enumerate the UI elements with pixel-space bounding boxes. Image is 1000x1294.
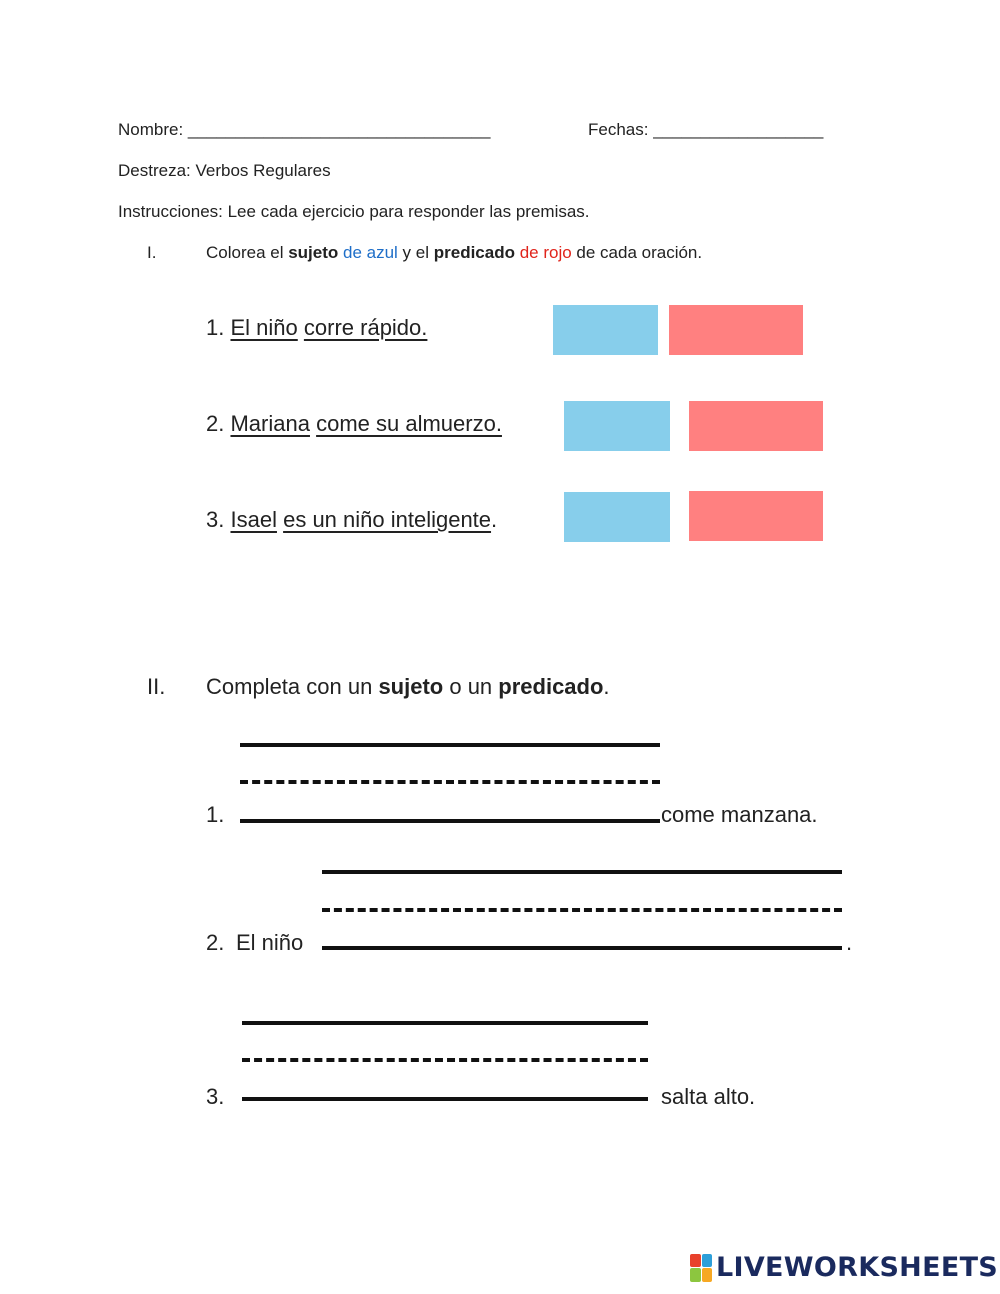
handwriting-base-line <box>240 819 660 823</box>
instr-sujeto: sujeto <box>378 674 444 699</box>
instr-predicado: predicado <box>433 243 515 262</box>
complete-item-3-number: 3. <box>206 1084 225 1109</box>
instr-text: y el <box>397 243 434 262</box>
sentence-number: 2. <box>206 411 225 436</box>
destreza-line: Destreza: Verbos Regulares <box>118 161 331 180</box>
subject-color-box-3[interactable] <box>564 492 670 542</box>
handwriting-top-line <box>242 1021 648 1025</box>
predicate-color-box-2[interactable] <box>689 401 823 451</box>
complete-item-3-suffix: salta alto. <box>661 1084 756 1109</box>
subject-color-box-1[interactable] <box>553 305 658 355</box>
complete-item-2-suffix: . <box>846 930 853 955</box>
instr-predicado: predicado <box>498 674 604 699</box>
complete-item-1-suffix: come manzana. <box>661 802 818 827</box>
sentence-number: 3. <box>206 507 225 532</box>
instr-text: Completa con un <box>206 674 379 699</box>
complete-item-2-number: 2. <box>206 930 225 955</box>
instr-text: . <box>603 674 610 699</box>
instr-sujeto: sujeto <box>288 243 339 262</box>
handwriting-mid-line <box>242 1058 648 1062</box>
sentence-predicate: es un niño inteligente <box>283 507 492 532</box>
section-1-numeral: I. <box>147 243 157 262</box>
answer-field-2[interactable] <box>318 862 844 952</box>
section-1-instruction <box>206 243 702 263</box>
sentence-2 <box>206 411 502 437</box>
sentence-predicate: come su almuerzo. <box>316 411 502 436</box>
handwriting-base-line <box>322 946 842 950</box>
handwriting-top-line <box>240 743 660 747</box>
instr-de-rojo: de rojo <box>514 243 572 262</box>
sentence-predicate: corre rápido. <box>303 315 428 340</box>
instr-text: de cada oración. <box>571 243 703 262</box>
instr-text: Colorea el <box>206 243 289 262</box>
sentence-subject: Mariana <box>230 411 310 436</box>
handwriting-mid-line <box>322 908 842 912</box>
sentence-subject: El niño <box>230 315 298 340</box>
section-2-instruction <box>206 674 610 700</box>
instr-de-azul: de azul <box>338 243 398 262</box>
instructions-line: Instrucciones: Lee cada ejercicio para responder las premisas. <box>118 202 590 221</box>
predicate-color-box-3[interactable] <box>689 491 823 541</box>
complete-item-1-number: 1. <box>206 802 225 827</box>
complete-item-2-prefix: El niño <box>236 930 304 955</box>
logo-text: LIVEWORKSHEETS <box>716 1252 999 1283</box>
nombre-field-label: Nombre: ________________________________ <box>118 120 491 139</box>
sentence-tail: . <box>491 507 498 532</box>
instr-text: o un <box>443 674 499 699</box>
sentence-3 <box>206 507 497 533</box>
answer-field-3[interactable] <box>238 1013 654 1105</box>
liveworksheets-logo <box>690 1252 998 1283</box>
subject-color-box-2[interactable] <box>564 401 670 451</box>
section-2-numeral: II. <box>147 674 166 699</box>
sentence-number: 1. <box>206 315 225 340</box>
predicate-color-box-1[interactable] <box>669 305 803 355</box>
sentence-subject: Isael <box>230 507 277 532</box>
sentence-1 <box>206 315 427 341</box>
answer-field-1[interactable] <box>236 735 662 827</box>
handwriting-mid-line <box>240 780 660 784</box>
fechas-field-label: Fechas: __________________ <box>588 120 824 139</box>
handwriting-base-line <box>242 1097 648 1101</box>
handwriting-top-line <box>322 870 842 874</box>
liveworksheets-logo-icon <box>690 1254 712 1282</box>
